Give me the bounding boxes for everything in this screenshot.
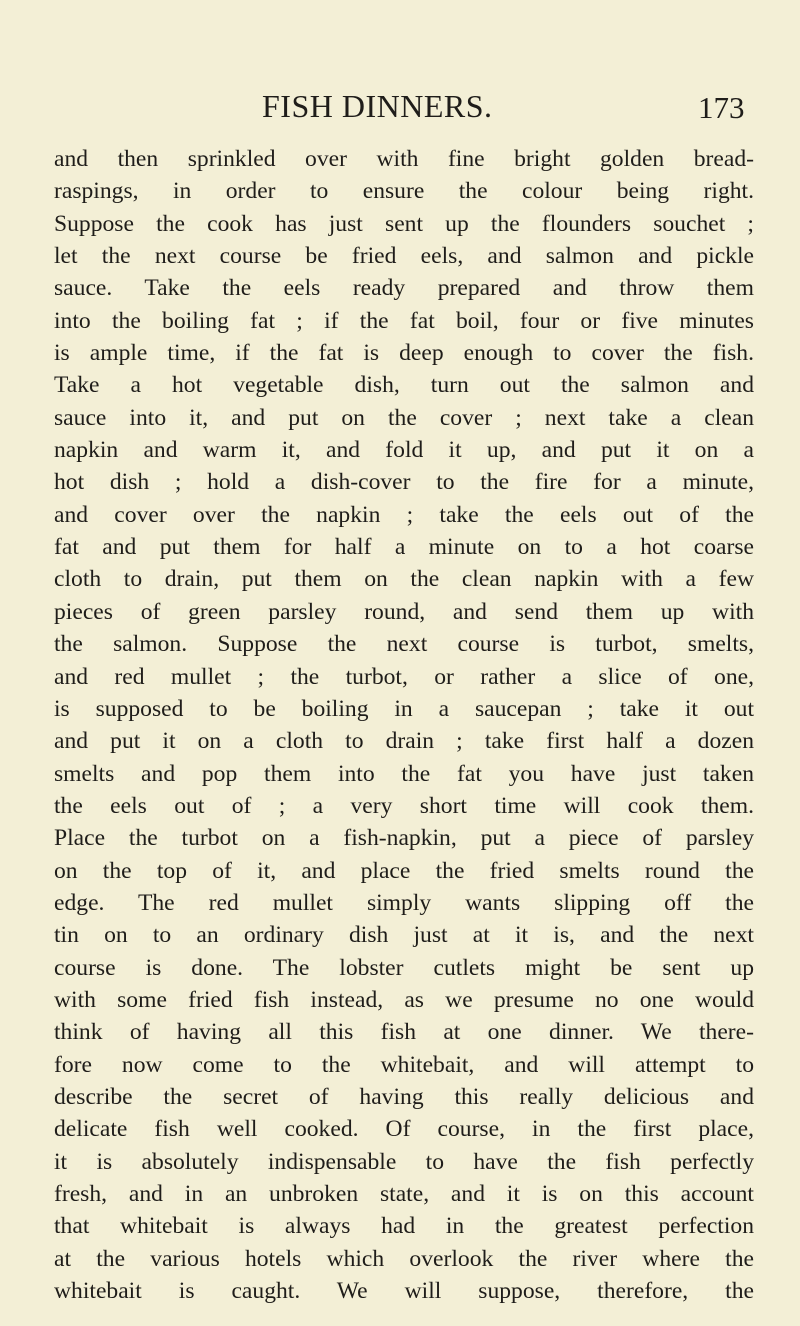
running-head (0, 86, 800, 126)
text-line: at the various hotels which overlook the river where the (54, 1245, 754, 1272)
text-line: cloth to drain, put them on the clean napkin with a few (54, 566, 754, 593)
text-line: on the top of it, and place the fried smelts round the (54, 857, 754, 884)
text-line: edge. The red mullet simply wants slipping off the (54, 889, 754, 916)
text-line: pieces of green parsley round, and send them up with (54, 598, 754, 625)
text-line: and put it on a cloth to drain ; take first half a dozen (54, 728, 754, 755)
chapter-title: FISH DINNERS. (262, 88, 493, 124)
text-line: Take a hot vegetable dish, turn out the salmon and (54, 372, 754, 399)
text-line: sauce into it, and put on the cover ; next take a clean (54, 404, 754, 431)
text-line: Suppose the cook has just sent up the flounders souchet ; (54, 210, 754, 237)
text-line: into the boiling fat ; if the fat boil, four or five minutes (54, 307, 754, 334)
text-line: think of having all this fish at one dinner. We there- (54, 1019, 754, 1046)
text-line: and then sprinkled over with fine bright golden bread- (54, 146, 754, 172)
body-text (54, 143, 754, 1307)
text-line: napkin and warm it, and fold it up, and put it on a (54, 437, 754, 464)
text-line: that whitebait is always had in the greatest perfection (54, 1213, 754, 1240)
text-line: sauce. Take the eels ready prepared and throw them (54, 275, 754, 302)
text-line: fat and put them for half a minute on to a hot coarse (54, 534, 754, 561)
text-line: the eels out of ; a very short time will cook them. (54, 792, 754, 819)
page-number: 173 (698, 90, 745, 125)
text-line: hot dish ; hold a dish-cover to the fire for a minute, (54, 469, 754, 496)
text-line: and red mullet ; the turbot, or rather a slice of one, (54, 663, 754, 690)
text-line: smelts and pop them into the fat you have just taken (54, 760, 754, 787)
text-line: course is done. The lobster cutlets might be sent up (54, 954, 754, 981)
text-line: raspings, in order to ensure the colour being right. (54, 178, 754, 205)
text-line: fresh, and in an unbroken state, and it is on this account (54, 1181, 754, 1207)
text-line: the salmon. Suppose the next course is turbot, smelts, (54, 631, 754, 658)
text-line: is supposed to be boiling in a saucepan ; take it out (54, 695, 754, 722)
text-line: Place the turbot on a fish-napkin, put a piece of parsley (54, 825, 754, 852)
text-line: fore now come to the whitebait, and will attempt to (54, 1051, 754, 1078)
text-line: tin on to an ordinary dish just at it is, and the next (54, 922, 754, 949)
text-line: delicate fish well cooked. Of course, in the first place, (54, 1116, 754, 1143)
text-line: is ample time, if the fat is deep enough to cover the fish. (54, 340, 754, 367)
text-line: let the next course be fried eels, and salmon and pickle (54, 243, 754, 270)
text-line: describe the secret of having this really delicious and (54, 1083, 754, 1110)
text-line: with some fried fish instead, as we presume no one would (54, 986, 754, 1013)
text-line: whitebait is caught. We will suppose, therefore, the (54, 1278, 754, 1305)
text-line: and cover over the napkin ; take the eels out of the (54, 501, 754, 528)
text-line: it is absolutely indispensable to have the fish perfectly (54, 1148, 754, 1175)
